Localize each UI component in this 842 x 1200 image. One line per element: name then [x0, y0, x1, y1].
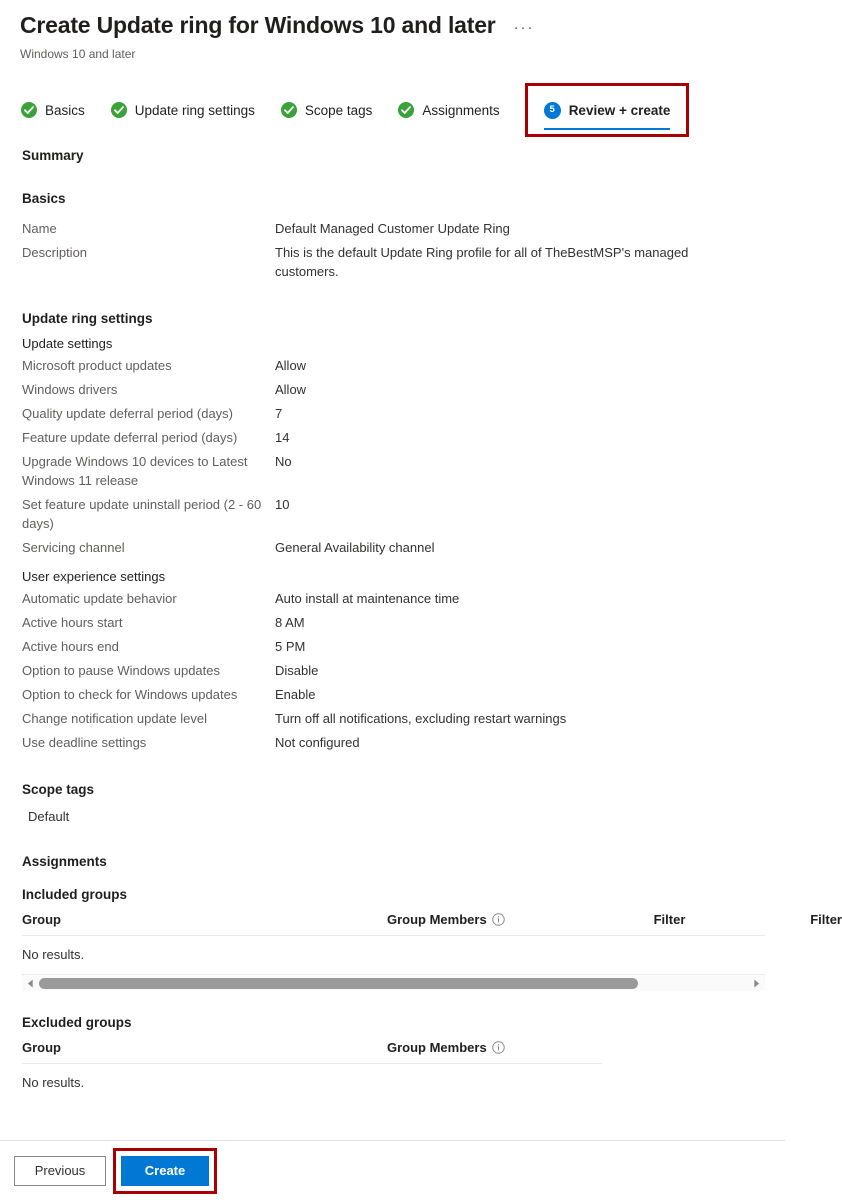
- scope-tag-value: Default: [28, 809, 70, 824]
- create-button[interactable]: Create: [121, 1156, 209, 1186]
- tab-update-ring-settings[interactable]: [111, 86, 267, 134]
- check-circle-icon: [111, 102, 127, 118]
- tab-label: Assignments: [422, 102, 500, 118]
- summary-row: [22, 730, 765, 754]
- tab-assignments[interactable]: [398, 86, 511, 134]
- summary-content: [0, 148, 842, 1102]
- included-groups-heading: Included groups: [22, 887, 128, 902]
- column-header-group[interactable]: Group: [22, 1040, 61, 1055]
- more-options-icon[interactable]: ···: [513, 19, 535, 36]
- page-title: Create Update ring for Windows 10 and later: [20, 12, 496, 38]
- summary-row: [22, 682, 765, 706]
- summary-row: [22, 535, 765, 559]
- row-label: Use deadline settings: [22, 734, 147, 750]
- excluded-groups-heading: Excluded groups: [22, 1015, 132, 1030]
- summary-row: [22, 706, 765, 730]
- scrollbar-thumb[interactable]: [39, 978, 638, 989]
- row-value: Default Managed Customer Update Ring: [275, 220, 510, 236]
- row-value: General Availability channel: [275, 539, 435, 555]
- included-groups-table: [22, 906, 842, 991]
- summary-row: [22, 658, 765, 682]
- row-value: 7: [275, 405, 283, 421]
- row-value: Not configured: [275, 734, 360, 750]
- summary-row: [22, 492, 765, 535]
- row-label: Option to check for Windows updates: [22, 686, 238, 702]
- tab-label: Basics: [45, 102, 85, 118]
- update-settings-subheading: Update settings: [22, 336, 113, 351]
- row-label: Windows drivers: [22, 381, 118, 397]
- title-row: [20, 10, 785, 40]
- tab-review-create[interactable]: [528, 86, 687, 134]
- page-header: [0, 0, 785, 62]
- user-experience-settings-subheading: User experience settings: [22, 569, 166, 584]
- row-label: Servicing channel: [22, 539, 125, 555]
- wizard-footer: [0, 1140, 785, 1200]
- row-value: 8 AM: [275, 614, 305, 630]
- row-label: Microsoft product updates: [22, 357, 172, 373]
- included-groups-empty-text: No results.: [22, 947, 85, 962]
- row-label: Description: [22, 244, 88, 260]
- check-circle-icon: [398, 102, 414, 118]
- summary-row: [22, 240, 765, 283]
- excluded-groups-table: [22, 1034, 602, 1102]
- assignments-heading: Assignments: [22, 854, 107, 869]
- update-ring-settings-heading: Update ring settings: [22, 311, 153, 326]
- row-value: 5 PM: [275, 638, 306, 654]
- summary-row: [22, 216, 765, 240]
- summary-row: [22, 401, 765, 425]
- row-label: Feature update deferral period (days): [22, 429, 238, 445]
- excluded-groups-empty-text: No results.: [22, 1075, 85, 1090]
- tab-label: Update ring settings: [134, 102, 255, 118]
- row-value: Turn off all notifications, excluding restart warnings: [275, 710, 567, 726]
- scroll-right-arrow-icon[interactable]: [748, 979, 765, 988]
- row-value: No: [275, 453, 292, 469]
- check-circle-icon: [21, 102, 37, 118]
- row-label: Active hours end: [22, 638, 119, 654]
- summary-row: [22, 449, 765, 492]
- row-value: Enable: [275, 686, 316, 702]
- info-icon[interactable]: [492, 913, 505, 926]
- page-subtitle: Windows 10 and later: [20, 47, 136, 61]
- tab-basics[interactable]: [21, 86, 97, 134]
- check-circle-icon: [281, 102, 297, 118]
- tab-scope-tags[interactable]: [281, 86, 385, 134]
- row-label: Name: [22, 220, 57, 236]
- row-label: Upgrade Windows 10 devices to Latest Windows 11 release: [22, 453, 248, 488]
- row-value: 10: [275, 496, 290, 512]
- row-value: Auto install at maintenance time: [275, 590, 460, 606]
- scrollbar-track[interactable]: [39, 975, 748, 992]
- column-header-filter-1[interactable]: Filter: [653, 912, 686, 927]
- row-label: Automatic update behavior: [22, 590, 177, 606]
- summary-row: [22, 634, 765, 658]
- scroll-left-arrow-icon[interactable]: [22, 979, 39, 988]
- info-icon[interactable]: [492, 1041, 505, 1054]
- step-number-badge: 5: [544, 102, 561, 119]
- column-header-filter-2[interactable]: Filter: [810, 912, 842, 927]
- table-header-row: [22, 906, 842, 935]
- summary-row: [22, 586, 765, 610]
- column-header-group-members[interactable]: [387, 912, 597, 927]
- summary-row: [22, 377, 765, 401]
- tab-label: Review + create: [568, 102, 671, 118]
- column-header-group[interactable]: Group: [22, 912, 61, 927]
- summary-row: [22, 353, 765, 377]
- column-header-label: Group Members: [387, 1040, 487, 1055]
- row-value: Disable: [275, 662, 319, 678]
- summary-row: [22, 425, 765, 449]
- column-header-group-members[interactable]: [387, 1040, 602, 1055]
- column-header-label: Group Members: [387, 912, 487, 927]
- basics-heading: Basics: [22, 191, 66, 206]
- summary-row: [22, 610, 765, 634]
- row-value: Allow: [275, 381, 307, 397]
- row-value: 14: [275, 429, 290, 445]
- create-button-highlight: [116, 1151, 214, 1191]
- row-label: Active hours start: [22, 614, 123, 630]
- row-label: Set feature update uninstall period (2 - 60 days): [22, 496, 262, 531]
- tab-label: Scope tags: [304, 102, 373, 118]
- row-value: This is the default Update Ring profile for all of TheBestMSP's managed customers.: [275, 244, 689, 279]
- scope-tags-heading: Scope tags: [22, 782, 95, 797]
- table-header-row: [22, 1034, 602, 1063]
- summary-heading: Summary: [22, 148, 84, 163]
- row-value: Allow: [275, 357, 307, 373]
- row-label: Quality update deferral period (days): [22, 405, 234, 421]
- previous-button[interactable]: Previous: [14, 1156, 106, 1186]
- row-label: Option to pause Windows updates: [22, 662, 221, 678]
- horizontal-scrollbar[interactable]: [22, 974, 765, 991]
- wizard-tabs: [0, 86, 785, 134]
- row-label: Change notification update level: [22, 710, 208, 726]
